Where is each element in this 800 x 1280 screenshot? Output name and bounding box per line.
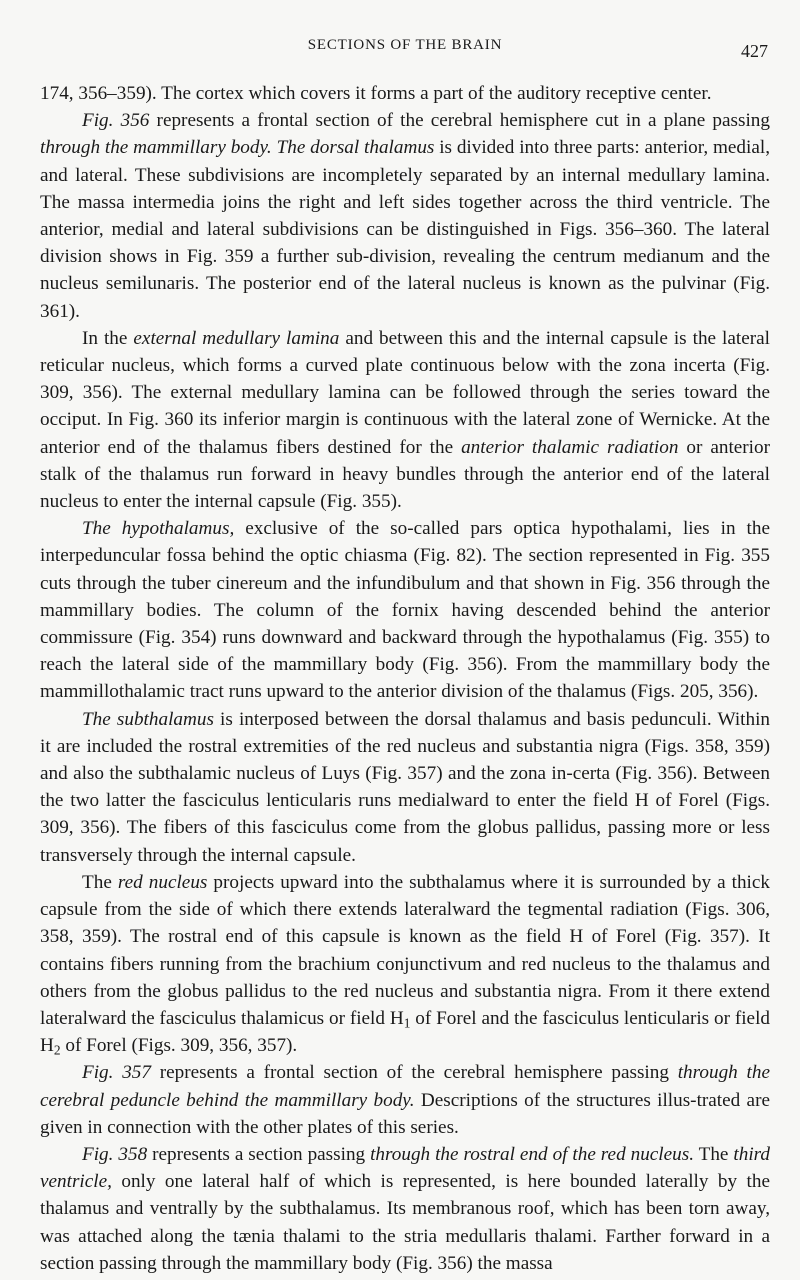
text-run: In the <box>82 327 134 349</box>
paragraph-hypothalamus <box>40 515 770 705</box>
text-run: is interposed between the dorsal thalamus and basis pedunculi. Within it are included the rostral extremities of the red nucleus and substantia nigra (Figs. 358, 359) and also the subthalamic nucleus of Luys (Fig. 357) and the zona in-certa (Fig. 356). Between the two latter the fasciculus lenticularis runs medialward to enter the field H of Forel (Figs. 309, 356). The fibers of this fasciculus come from the globus pallidus, passing more or less transversely through the internal capsule. <box>40 708 771 866</box>
subscript: 2 <box>53 1042 61 1058</box>
text-run: is divided into three parts: anterior, medial, and lateral. These subdivisions are incompletely separated by an internal medullary lamina. The massa intermedia joins the right and left sides together across the third ventricle. The anterior, medial and lateral subdivisions can be distinguished in Figs. 356–360. The lateral division shows in Fig. 359 a further sub-division, revealing the centrum medianum and the nucleus semilunaris. The posterior end of the lateral nucleus is known as the pulvinar (Fig. 361). <box>40 137 771 322</box>
text-run: The <box>82 871 118 893</box>
emphasis: red nucleus <box>117 871 208 893</box>
paragraph-external-medullary-lamina <box>40 325 770 515</box>
text-run: and between this and the internal capsule is the lateral reticular nucleus, which forms a curved plate continuous below with the zona incerta (Fig. 309, 356). The external medullary lamina can be followed through the series toward the occiput. In Fig. 360 its inferior margin is continuous with the lateral zone of Wernicke. At the anterior end of the thalamus fibers destined for the <box>40 327 770 458</box>
text-run: Descriptions of the structures illus-trated are given in connection with the other plates of this series. <box>40 1089 770 1138</box>
emphasis: third ventricle, <box>40 1143 770 1193</box>
text-run: projects upward into the subthalamus where it is surrounded by a thick capsule from the side of which there extends lateralward the tegmental radiation (Figs. 306, 358, 359). The rostral end of this capsule is known as the field H of Forel (Fig. 357). It contains fibers running from the brachium conjunctivum and red nucleus to the thalamus and others from the globus pallidus to the red nucleus and substantia nigra. From it there extend lateralward the fasciculus thalamicus or field H <box>40 871 770 1029</box>
running-head: SECTIONS OF THE BRAIN <box>307 37 503 53</box>
text-run: only one lateral half of which is represented, is here bounded laterally by the thalamus and ventrally by the subthalamus. Its membranous roof, which has been torn away, was attached along the tænia thalami to the stria medullaris thalami. Farther forward in a section passing through the mammillary body (Fig. 356) the massa <box>40 1171 770 1274</box>
paragraph-fig-357 <box>40 1059 770 1141</box>
emphasis: The hypothalamus, <box>82 518 235 540</box>
emphasis: The subthalamus <box>82 708 214 730</box>
paragraph-fig-356 <box>40 107 770 325</box>
text-run: represents a section passing <box>147 1143 371 1165</box>
emphasis: through the cerebral peduncle behind the mammillary body. <box>40 1062 770 1111</box>
emphasis: The dorsal thalamus <box>276 137 435 159</box>
book-page <box>40 0 770 1280</box>
text-run: represents a frontal section of the cerebral hemisphere passing <box>151 1062 678 1084</box>
emphasis: anterior thalamic radiation <box>461 436 679 458</box>
paragraph-red-nucleus <box>40 869 770 1059</box>
text-run: of Forel (Figs. 309, 356, 357). <box>60 1035 298 1057</box>
figure-reference: Fig. 358 <box>82 1143 148 1165</box>
text-run: exclusive of the so-called pars optica hypothalami, lies in the interpeduncular fossa behind the optic chiasma (Fig. 82). The section represented in Fig. 355 cuts through the tuber cinereum and the infundibulum and that shown in Fig. 356 through the mammillary bodies. The column of the fornix having descended behind the anterior commissure (Fig. 354) runs downward and backward through the hypothalamus (Fig. 355) to reach the lateral side of the mammillary body (Fig. 356). From the mammillary body the mammillothalamic tract runs upward to the anterior division of the thalamus (Figs. 205, 356). <box>40 518 770 703</box>
paragraph-continuation <box>40 80 770 107</box>
body-text <box>40 80 770 1277</box>
text-run: represents a frontal section of the cerebral hemisphere cut in a plane passing <box>149 110 770 132</box>
figure-reference: Fig. 357 <box>82 1062 151 1084</box>
paragraph-subthalamus <box>40 706 770 869</box>
figure-reference: Fig. 356 <box>82 110 150 132</box>
text-run: 174, 356–359). The cortex which covers it forms a part of the auditory receptive center. <box>40 83 712 104</box>
text-run: or anterior stalk of the thalamus run forward in heavy bundles through the anterior end of the lateral nucleus to enter the internal capsule (Fig. 355). <box>40 436 770 513</box>
page-header <box>40 35 770 65</box>
subscript: 1 <box>403 1015 411 1031</box>
text-run: The <box>694 1143 734 1165</box>
paragraph-fig-358 <box>40 1141 770 1277</box>
emphasis: through the rostral end of the red nucleus. <box>370 1143 695 1165</box>
page-number: 427 <box>741 41 768 61</box>
emphasis: through the mammillary body. <box>40 137 272 159</box>
emphasis: external medullary lamina <box>133 327 340 349</box>
text-run: of Forel and the fasciculus lenticularis or field H <box>40 1007 770 1057</box>
